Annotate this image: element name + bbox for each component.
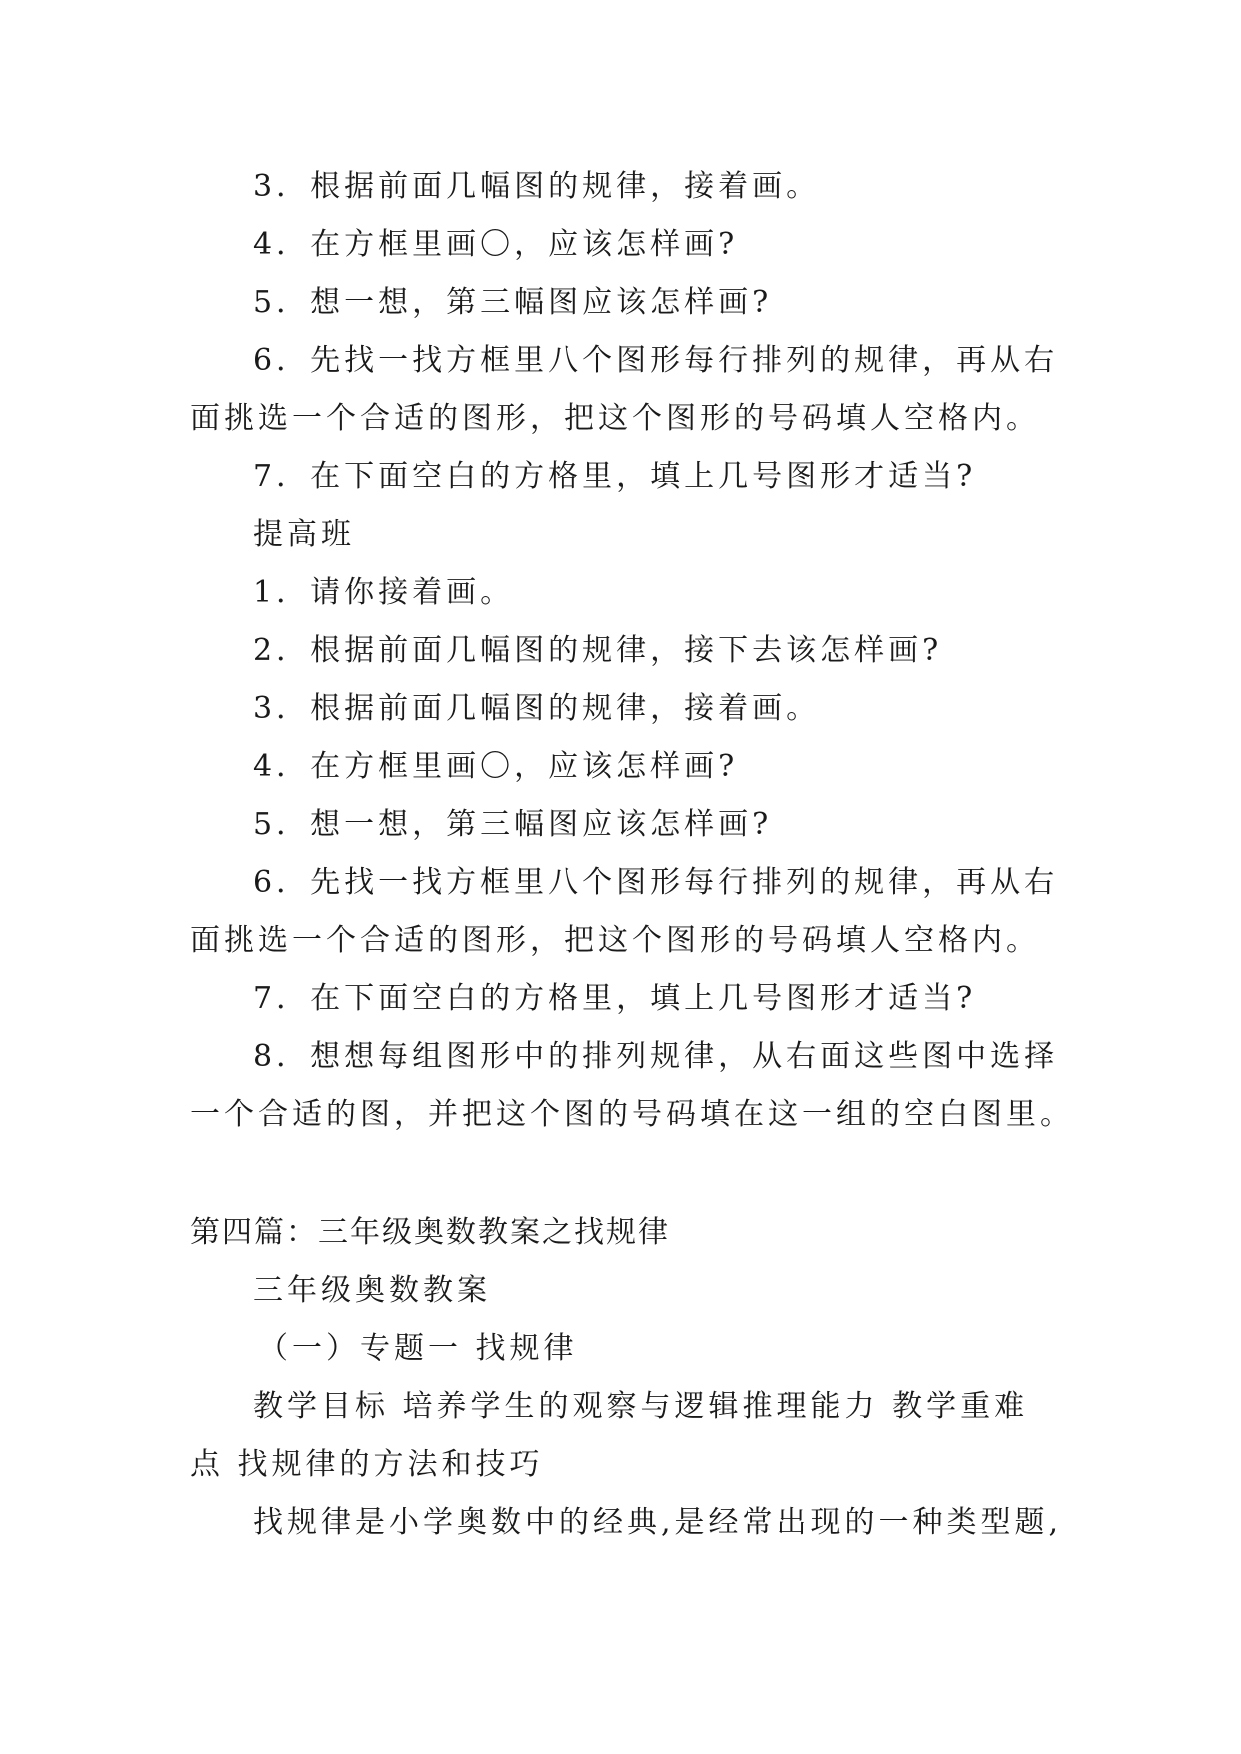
chapter-heading: 第四篇：三年级奥数教案之找规律 — [190, 1215, 670, 1250]
section-title: 提高班 — [253, 517, 355, 552]
list-item-continuation: 一个合适的图，并把这个图的号码填在这一组的空白图里。 — [190, 1097, 1074, 1132]
list-item: 4．在方框里画〇，应该怎样画? — [253, 749, 739, 784]
document-subtitle: 三年级奥数教案 — [253, 1273, 491, 1308]
list-item: 7．在下面空白的方格里，填上几号图形才适当? — [253, 981, 977, 1016]
paragraph-line: 点 找规律的方法和技巧 — [190, 1447, 544, 1482]
list-item: 8．想想每组图形中的排列规律，从右面这些图中选择 — [253, 1039, 1059, 1074]
list-item: 6．先找一找方框里八个图形每行排列的规律，再从右 — [253, 865, 1059, 900]
paragraph-line: 教学目标 培养学生的观察与逻辑推理能力 教学重难 — [253, 1389, 1029, 1424]
list-item: 6．先找一找方框里八个图形每行排列的规律，再从右 — [253, 343, 1059, 378]
list-item-continuation: 面挑选一个合适的图形，把这个图形的号码填人空格内。 — [190, 401, 1040, 436]
topic-heading: （一）专题一 找规律 — [258, 1331, 578, 1366]
list-item: 5．想一想，第三幅图应该怎样画? — [253, 807, 773, 842]
list-item: 4．在方框里画〇，应该怎样画? — [253, 227, 739, 262]
paragraph-line: 找规律是小学奥数中的经典,是经常出现的一种类型题, — [253, 1505, 1063, 1540]
list-item: 5．想一想，第三幅图应该怎样画? — [253, 285, 773, 320]
list-item: 3．根据前面几幅图的规律，接着画。 — [253, 169, 821, 204]
list-item-continuation: 面挑选一个合适的图形，把这个图形的号码填人空格内。 — [190, 923, 1040, 958]
list-item: 1．请你接着画。 — [253, 575, 515, 610]
list-item: 7．在下面空白的方格里，填上几号图形才适当? — [253, 459, 977, 494]
list-item: 2．根据前面几幅图的规律，接下去该怎样画? — [253, 633, 943, 668]
list-item: 3．根据前面几幅图的规律，接着画。 — [253, 691, 821, 726]
